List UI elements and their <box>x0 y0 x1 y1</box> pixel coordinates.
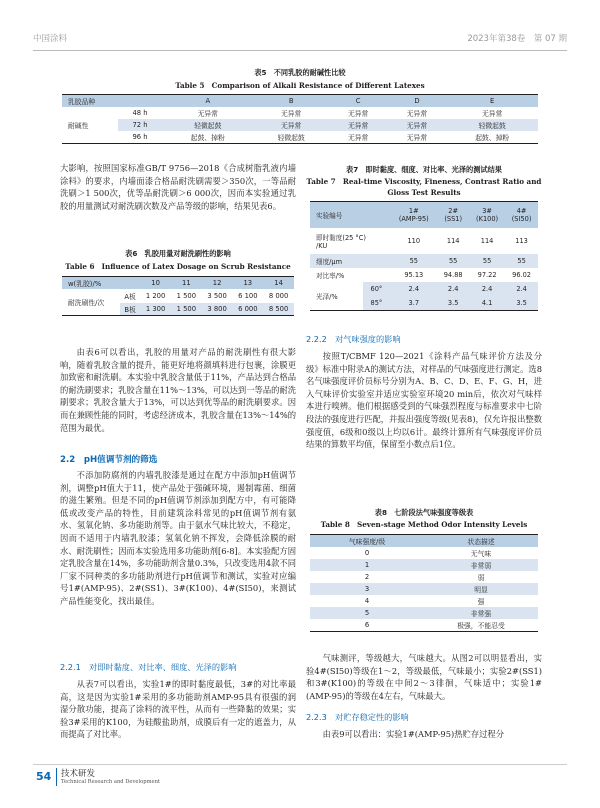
table5-col: D <box>414 97 420 105</box>
table7-cell: 3.7 <box>408 298 420 307</box>
table6-cell: 3 800 <box>207 305 227 313</box>
table5-cell: 无异常 <box>347 134 369 142</box>
table8-desc: 非常弱 <box>470 562 492 570</box>
table7-gloss-angle: 60° <box>370 285 383 293</box>
journal-name: 中国涂料 <box>33 34 68 44</box>
table8-col1: 气味强度/级 <box>348 538 386 546</box>
table6-cell: 8 500 <box>268 305 289 313</box>
table6-cell: 3 500 <box>207 292 227 300</box>
table6-row-name: A板 <box>124 293 136 301</box>
table6 <box>62 276 294 316</box>
table7-title-en-1: Table 7 Real-time Viscosity, Fineness, Contrast Ratio and <box>306 177 542 186</box>
table5-row-group: 耐碱性 <box>68 122 89 130</box>
footer-section-en: Technical Research and Development <box>61 779 161 785</box>
table7-cell: 95.13 <box>404 271 424 279</box>
right-paragraph-1 <box>306 350 542 451</box>
table7-col <box>469 202 505 229</box>
table7-cell: 55 <box>409 257 418 265</box>
table8 <box>310 534 538 632</box>
left-paragraph-1-text: 大影响，按照国家标准GB/T 9756—2018《合成树脂乳液内墙涂料》的要求，内墙面漆合格品耐洗刷需要＞350次，一等品耐洗刷＞1 500次，优等品耐洗刷＞6 000次，因而本实验通过乳胶的用量测试对耐洗刷次数及产品等级的影响，结果见表6。 <box>60 163 296 211</box>
table8-desc: 极强，不能忍受 <box>457 622 505 630</box>
table6-col-head: w(乳胶)/% <box>68 280 102 288</box>
table6-col: 10 <box>151 279 160 287</box>
section-2-2-1-heading: 2.2.1 对即时黏度、对比率、细度、光泽的影响 <box>60 662 237 672</box>
table6-title-cn: 表6 乳胶用量对耐洗刷性的影响 <box>125 249 231 258</box>
table8-level: 2 <box>364 573 370 581</box>
table5-cell: 无异常 <box>481 110 503 118</box>
table6-cell: 6 100 <box>238 292 258 300</box>
left-paragraph-3 <box>60 469 296 608</box>
footer-rule <box>33 764 567 765</box>
table7-col-agent: (SI50) <box>511 215 532 223</box>
table5-time: 72 h <box>132 121 148 129</box>
table5-col-head: 乳胶品种 <box>68 98 96 106</box>
footer-divider <box>56 768 57 786</box>
table5-col: A <box>205 97 211 105</box>
table7-title-en-2: Gloss Test Results <box>387 188 461 197</box>
table6-cell: 6 000 <box>238 305 258 313</box>
table8-level: 6 <box>364 621 370 629</box>
table8-desc: 明显 <box>474 586 488 594</box>
table5-cell: 无异常 <box>197 110 218 118</box>
table7-cell: 2.4 <box>447 285 459 293</box>
table6-cell: 1 300 <box>145 305 166 313</box>
section-2-2-heading: 2.2 pH值调节剂的筛选 <box>60 455 158 465</box>
table8-level: 0 <box>364 549 370 557</box>
table5-cell: 轻微起鼓 <box>478 122 506 130</box>
table8-desc: 弱 <box>477 574 485 582</box>
table7-cell: 114 <box>446 237 460 245</box>
table8-level: 1 <box>364 561 370 569</box>
table7-visc-label-2: /KU <box>316 242 328 250</box>
table5-cell: 无异常 <box>347 122 369 130</box>
table7-visc-label <box>310 228 390 254</box>
table5 <box>62 94 538 144</box>
table7 <box>310 201 538 311</box>
table6-cell: 8 000 <box>268 292 289 300</box>
table5-title-cn: 表5 不同乳胶的耐碱性比较 <box>254 68 346 77</box>
table7-cell: 4.1 <box>481 298 493 307</box>
table5-cell: 起鼓、掉粉 <box>475 134 510 142</box>
table6-row-name: B板 <box>124 306 136 314</box>
table8-title-en: Table 8 Seven-stage Method Odor Intensity Levels <box>320 520 528 529</box>
table7-fine-label: 细度/μm <box>316 258 343 266</box>
table5-time: 96 h <box>132 133 148 141</box>
table7-col-id: 3# <box>482 207 492 215</box>
table7-col-head: 实验编号 <box>316 212 343 220</box>
table7-col-agent: (SS1) <box>444 215 463 223</box>
table5-cell: 无异常 <box>280 122 302 130</box>
table6-col: 11 <box>182 279 191 287</box>
table6-cell: 1 500 <box>176 292 197 300</box>
table7-title-cn: 表7 即时黏度、细度、对比率、光泽的测试结果 <box>346 165 502 174</box>
right-paragraph-2-text: 气味测评，等级越大，气味越大。从图2可以明显看出，实验4#(SI50)等级在1～2，等级最低，气味最小；实验2#(SS1)和3#(K100)的等级在中间2～3徘徊，气味适中；实验1#(AMP-95)的等级在4左右，气味最大。 <box>306 653 542 701</box>
page-number: 54 <box>36 770 52 783</box>
table7-cell: 2.4 <box>516 285 527 293</box>
table5-cell: 轻微起鼓 <box>194 122 222 130</box>
table5-cell: 无异常 <box>406 122 428 130</box>
left-paragraph-4-text: 从表7可以看出，实验1#的即时黏度最低，3#的对比率最高，这是因为实验1#采用的多功能助剂AMP-95具有很强的润湿分散功能，提高了涂料的流平性，从而有一些降黏的效果；实验3#采用的K100，为硅酸盐助剂，成膜后有一定的遮盖力，从而提高了对比率。 <box>60 679 296 740</box>
table7-cell: 55 <box>517 257 526 265</box>
table8-level: 5 <box>364 609 370 617</box>
table5-cell: 起鼓、掉粉 <box>190 134 225 142</box>
table7-cell: 97.22 <box>477 271 497 279</box>
table7-col-id: 4# <box>516 207 527 215</box>
left-paragraph-2-text: 由表6可以看出，乳胶的用量对产品的耐洗刷性有很大影响，随着乳胶含量的提升，能更好地将颜填料进行包裹，涂膜更加致密和耐洗刷。本实验中乳胶含量低于11%，产品达到合格品的耐洗刷要求；乳胶含量在11%～13%，可以达到一等品的耐洗刷要求；乳胶含量大于13%，可以达到优等品的耐洗刷要求。因而在兼顾性能的同时，考虑经济成本，乳胶含量在13%～14%的范围为最优。 <box>60 347 297 433</box>
table5-cell: 无异常 <box>406 110 428 118</box>
table5-time: 48 h <box>132 109 148 117</box>
table7-cell: 3.5 <box>516 298 527 307</box>
table7-contrast-label: 对比率/% <box>316 272 345 280</box>
left-paragraph-1 <box>60 162 296 212</box>
table7-cell: 94.88 <box>443 271 463 279</box>
table7-cell: 55 <box>448 257 458 265</box>
table7-col-agent: (AMP-95) <box>398 215 429 223</box>
right-paragraph-2 <box>306 652 542 702</box>
table7-gloss-label: 光泽/% <box>310 282 363 310</box>
table8-desc: 无气味 <box>470 550 492 558</box>
table8-level: 3 <box>364 585 370 593</box>
table7-gloss-angle: 85° <box>370 298 383 307</box>
table7-cell: 2.4 <box>408 285 420 293</box>
table6-col: 13 <box>243 279 253 287</box>
table5-col: B <box>288 97 294 105</box>
table8-col2: 状态描述 <box>467 538 495 546</box>
table6-title-en: Table 6 Influence of Latex Dosage on Scrub Resistance <box>65 262 291 271</box>
table7-cell: 114 <box>480 237 494 245</box>
left-paragraph-2 <box>60 346 296 434</box>
table7-cell: 55 <box>482 257 492 265</box>
table7-col-id: 1# <box>408 207 419 215</box>
table7-cell: 113 <box>515 237 528 245</box>
table7-col <box>437 202 469 229</box>
table6-row-group: 耐洗刷性/次 <box>68 299 105 307</box>
footer-section-cn: 技术研发 <box>61 769 96 779</box>
table7-cell: 2.4 <box>481 285 493 293</box>
table5-col: C <box>355 97 361 105</box>
table8-level: 4 <box>364 597 370 605</box>
table7-cell: 110 <box>407 237 421 245</box>
table6-col: 14 <box>274 279 283 287</box>
table8-desc: 强 <box>477 598 485 606</box>
table7-col <box>390 202 437 229</box>
table7-col <box>505 202 538 229</box>
table8-title-cn: 表8 七阶段法气味强度等级表 <box>374 508 474 517</box>
right-paragraph-3-text: 由表9可以看出：实验1#(AMP-95)热贮存过程分 <box>322 729 505 739</box>
section-2-2-3-heading: 2.2.3 对贮存稳定性的影响 <box>306 712 409 722</box>
table7-col-agent: (K100) <box>476 215 499 223</box>
table6-cell: 1 500 <box>176 305 197 313</box>
table5-cell: 无异常 <box>347 110 369 118</box>
section-2-2-2-heading: 2.2.2 对气味强度的影响 <box>306 334 401 344</box>
left-paragraph-4 <box>60 678 296 741</box>
table7-cell: 96.02 <box>512 271 532 279</box>
table6-col: 12 <box>212 279 222 287</box>
table7-cell: 3.5 <box>447 298 459 307</box>
table8-desc: 非常强 <box>470 610 492 618</box>
table5-cell: 无异常 <box>406 134 428 142</box>
table6-cell: 1 200 <box>145 292 166 300</box>
issue-info: 2023年第38卷 第 07 期 <box>467 34 567 44</box>
right-paragraph-3 <box>306 728 542 741</box>
table7-col-id: 2# <box>448 207 459 215</box>
right-paragraph-1-text: 按照T/CBMF 120—2021《涂料产品气味评价方法及分级》标准中附录A的测试方法，对样品的气味强度进行测定。选8名气味强度评价员标号分别为A、B、C、D、E、F、G、H，进入气味评价实验室并适应实验室环境20 min后，依次对气味样本进行嗅辨。他们根据感受到的气味强烈程度与标准要求中七阶段法的强度进行匹配，并报出强度等级(见表8)，仅允许报出整数强度值，6级和0级以上均以6计。最终计算所有气味强度评价员结果的算数平均值，保留至小数点后1位。 <box>306 351 542 450</box>
header-rule <box>33 50 567 51</box>
table5-col: E <box>490 97 495 105</box>
table5-cell: 无异常 <box>280 110 302 118</box>
table5-title-en: Table 5 Comparison of Alkali Resistance of Different Latexes <box>175 81 425 90</box>
table7-visc-label-1: 即时黏度(25 °C) <box>316 234 366 242</box>
table5-cell: 轻微起鼓 <box>277 134 305 142</box>
left-paragraph-3-text: 不添加防腐剂的内墙乳胶漆是通过在配方中添加pH值调节剂，调整pH值大于11，使产品处于强碱环境，遏制霉菌、细菌的滋生繁殖。但是不同的pH值调节剂添加到配方中，有可能降低或改变产品的特性，目前建筑涂料常见的pH值调节剂有氨水、氢氧化钠、多功能助剂等。由于氨水气味比较大，不稳定，因而不适用于内墙乳胶漆；氢氧化钠不挥发，会降低涂膜的耐水、耐洗刷性；因而本实验选用多功能助剂[6-8]。本实验配方固定乳胶含量在14%，多功能助剂含量0.3%，只改变选用4款不同厂家不同种类的多功能助剂进行pH值调节和测试，实验对应编号1#(AMP-95)、2#(SS1)、3#(K100)、4#(SI50)，来测试产品性能变化，找出最佳。 <box>60 470 296 606</box>
